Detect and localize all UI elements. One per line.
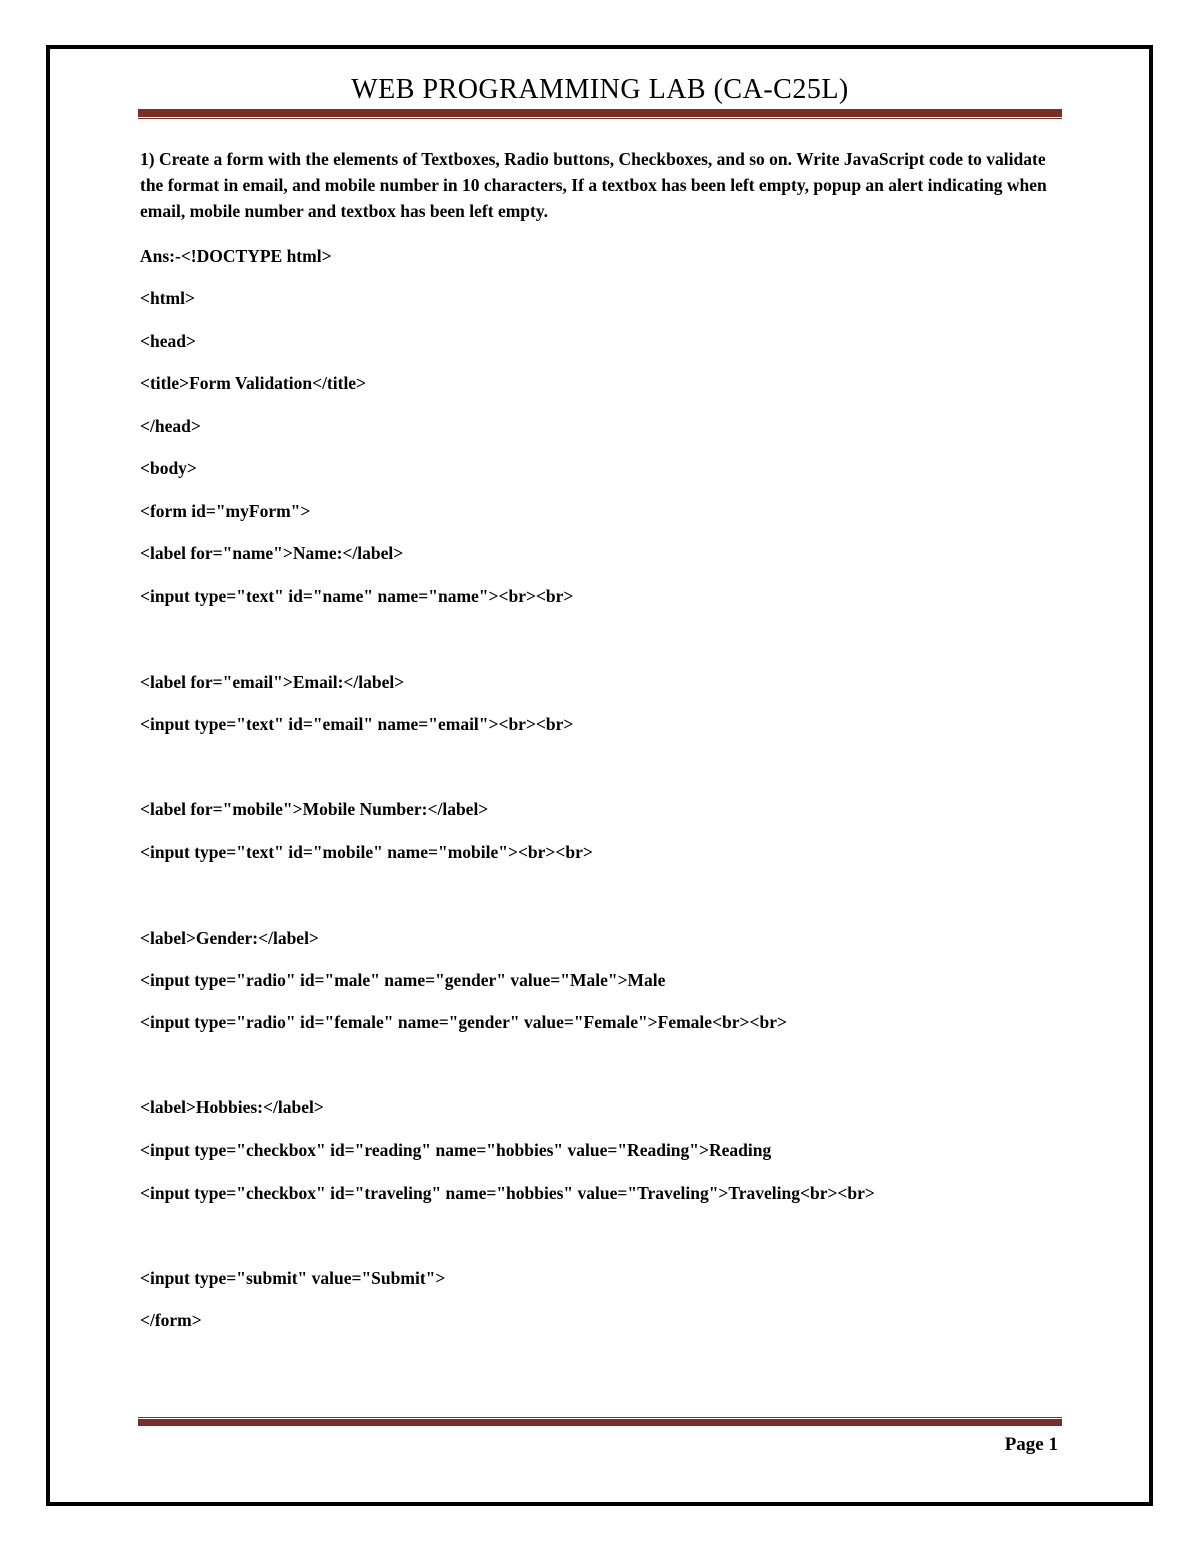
code-line: <input type="radio" id="male" name="gender" value="Male">Male: [140, 970, 666, 990]
question-text: 1) Create a form with the elements of Textboxes, Radio buttons, Checkboxes, and so on. Write JavaScript code to validate the format in email, and mobile number in 10 characters, If a textbox has been left empty, popup an alert indicating when email, mobile number and textbox has been left empty.: [140, 149, 1047, 221]
code-line: <label for="mobile">Mobile Number:</label>: [140, 799, 489, 819]
code-line: <label for="name">Name:</label>: [140, 543, 404, 563]
code-line: <input type="text" id="name" name="name"><br><br>: [140, 586, 574, 606]
code-line: <head>: [140, 331, 196, 351]
header-title: WEB PROGRAMMING LAB (CA-C25L): [351, 74, 849, 105]
code-line: <input type="text" id="email" name="email"><br><br>: [140, 714, 574, 734]
code-line: <input type="checkbox" id="reading" name="hobbies" value="Reading">Reading: [140, 1140, 772, 1160]
code-line: <title>Form Validation</title>: [140, 373, 367, 393]
code-line: <label for="email">Email:</label>: [140, 672, 405, 692]
code-line: <label>Gender:</label>: [140, 928, 319, 948]
code-line: </head>: [140, 416, 201, 436]
code-line: Ans:-<!DOCTYPE html>: [140, 246, 332, 266]
code-line: <body>: [140, 458, 197, 478]
page-number: Page 1: [1004, 1434, 1058, 1455]
code-line: <label>Hobbies:</label>: [140, 1097, 324, 1117]
code-line: <html>: [140, 288, 195, 308]
header-rule-thin: [138, 118, 1062, 119]
code-line: <input type="checkbox" id="traveling" name="hobbies" value="Traveling">Traveling<br><br>: [140, 1183, 875, 1203]
code-line: <input type="radio" id="female" name="gender" value="Female">Female<br><br>: [140, 1012, 787, 1032]
footer-rule-thin: [138, 1417, 1062, 1418]
code-line: <input type="text" id="mobile" name="mobile"><br><br>: [140, 842, 593, 862]
footer-rule-thick: [138, 1419, 1062, 1426]
code-line: </form>: [140, 1310, 202, 1330]
code-line: <input type="submit" value="Submit">: [140, 1268, 446, 1288]
header-rule-thick: [138, 109, 1062, 117]
code-line: <form id="myForm">: [140, 501, 311, 521]
